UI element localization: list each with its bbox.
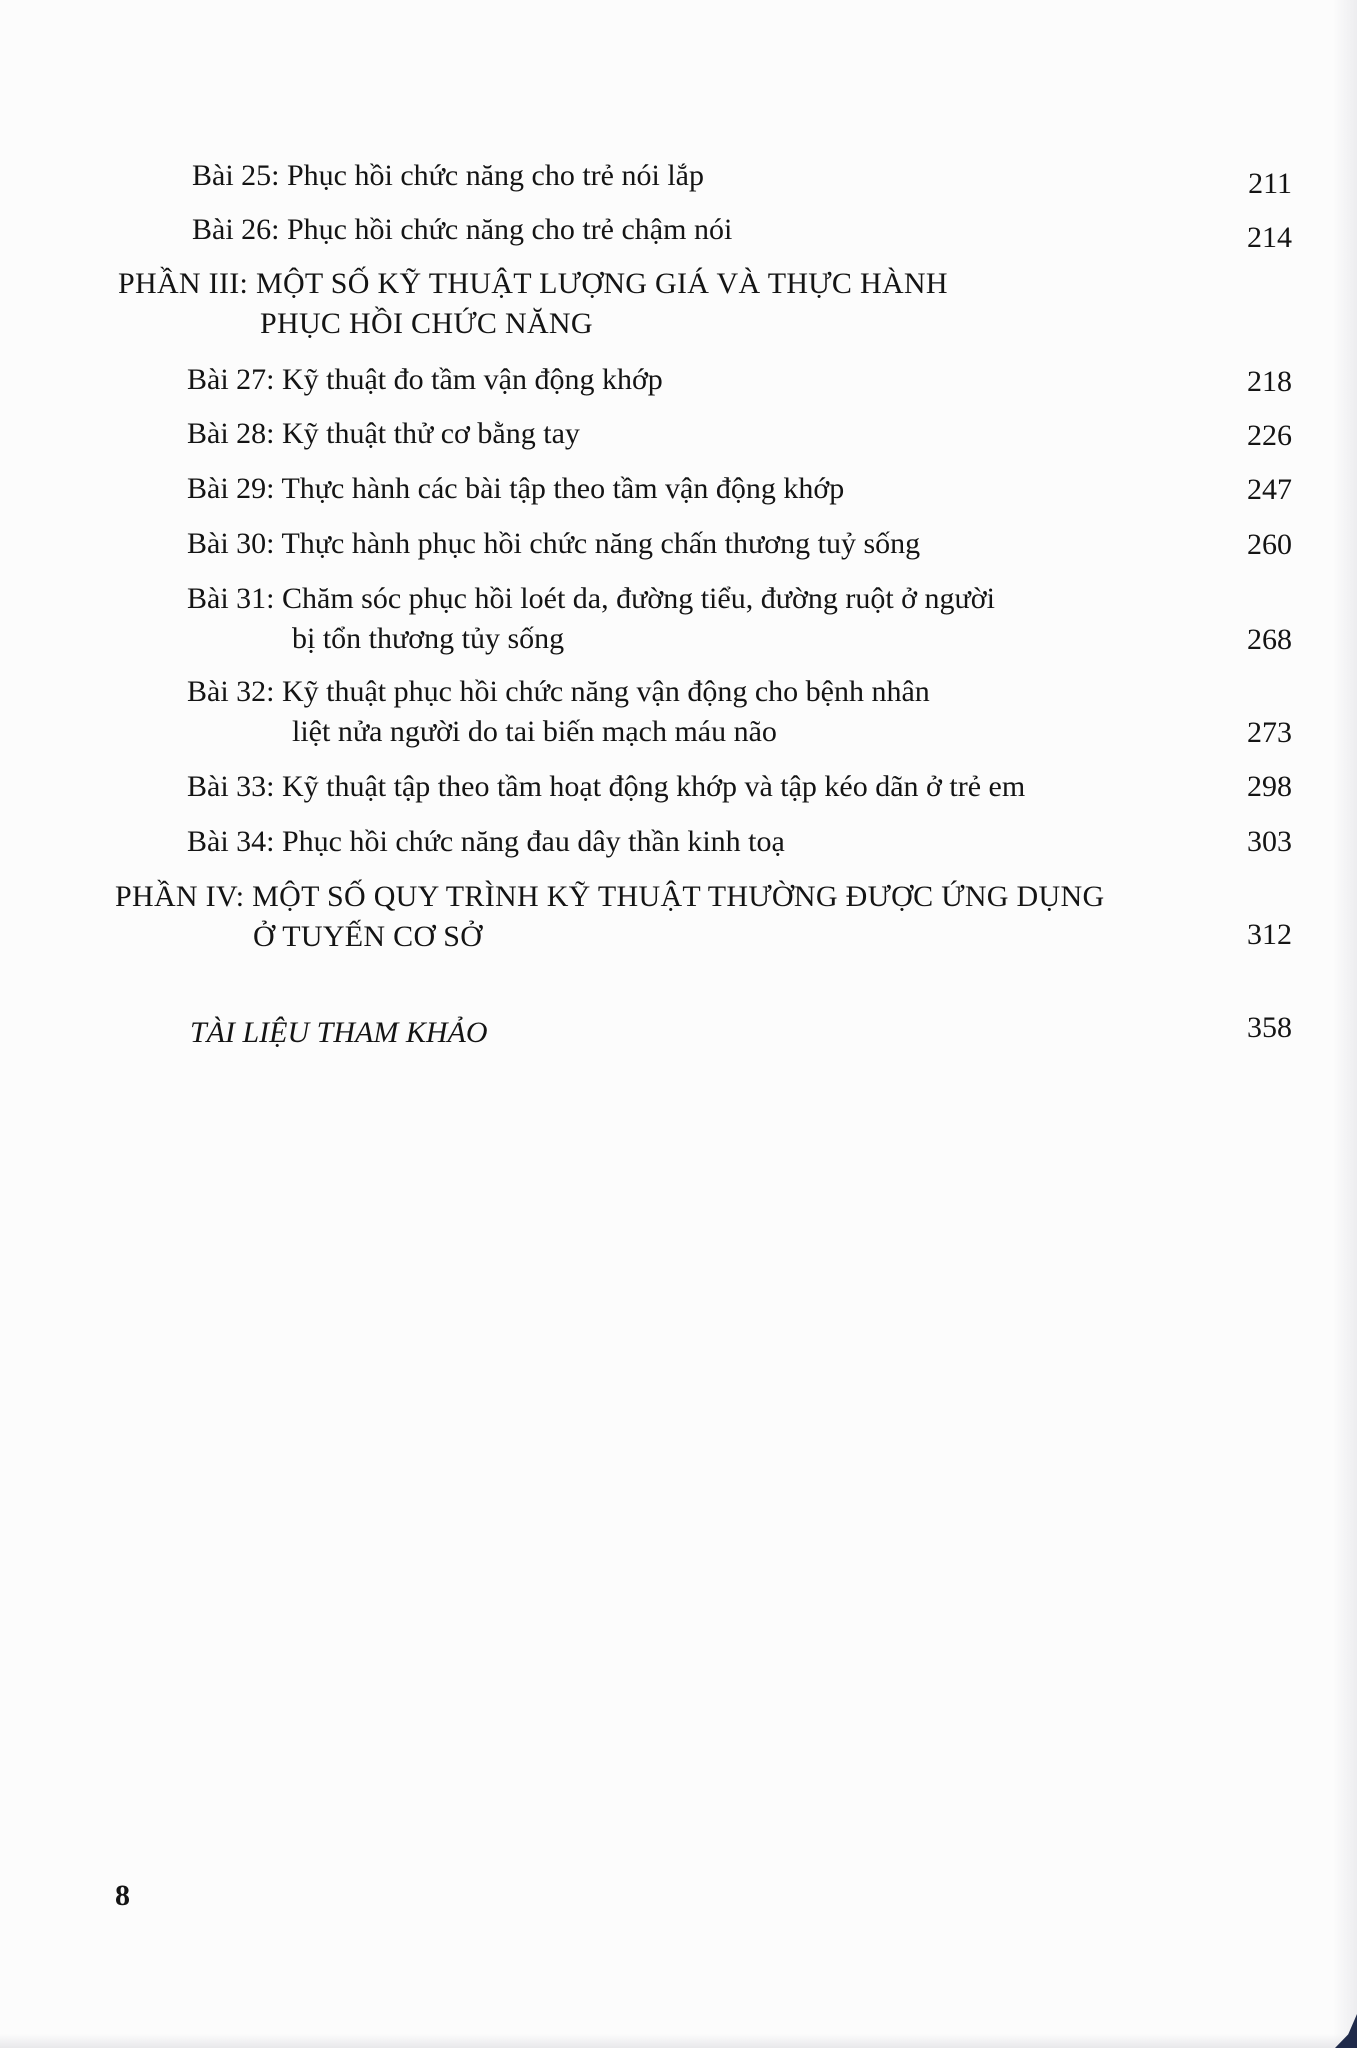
- toc-part-title-line2: Ở TUYẾN CƠ SỞ: [253, 920, 483, 953]
- toc-page-number: 218: [1247, 365, 1292, 398]
- toc-entry-title-line2: liệt nửa người do tai biến mạch máu não: [292, 715, 777, 748]
- toc-page-number: 247: [1247, 473, 1292, 506]
- toc-page-number: 303: [1247, 825, 1292, 858]
- toc-entry-title: Bài 25: Phục hồi chức năng cho trẻ nói lắp: [192, 159, 704, 192]
- toc-entry-title: Bài 29: Thực hành các bài tập theo tầm vận động khớp: [187, 472, 845, 505]
- toc-entry-title: Bài 27: Kỹ thuật đo tầm vận động khớp: [187, 363, 663, 396]
- toc-part-title-line1: PHẦN III: MỘT SỐ KỸ THUẬT LƯỢNG GIÁ VÀ THỰC HÀNH: [118, 267, 948, 300]
- toc-entry-title-line2: bị tổn thương tủy sống: [292, 622, 565, 655]
- toc-part-title-line1: PHẦN IV: MỘT SỐ QUY TRÌNH KỸ THUẬT THƯỜNG ĐƯỢC ỨNG DỤNG: [115, 880, 1105, 913]
- toc-page-number: 260: [1247, 528, 1292, 561]
- toc-entry-bai-29: [187, 469, 844, 509]
- toc-entry-title-line1: Bài 31: Chăm sóc phục hồi loét da, đường tiểu, đường ruột ở người: [187, 582, 995, 615]
- page-edge-shadow: [1333, 0, 1357, 2048]
- toc-entry-title: Bài 28: Kỹ thuật thử cơ bằng tay: [187, 417, 580, 450]
- toc-part-3-heading: [118, 264, 948, 344]
- toc-entry-bai-32: [187, 672, 930, 752]
- toc-entry-references: [190, 1013, 488, 1053]
- page-folio-number: 8: [115, 1879, 130, 1912]
- toc-entry-bai-25: [192, 156, 704, 196]
- toc-entry-title: Bài 34: Phục hồi chức năng đau dây thần kinh toạ: [187, 825, 785, 858]
- toc-page-number: 226: [1247, 419, 1292, 452]
- toc-page-number: 273: [1247, 716, 1292, 749]
- page-bottom-shadow: [0, 2034, 1357, 2048]
- toc-entry-bai-34: [187, 822, 785, 862]
- toc-entry-bai-31: [187, 579, 995, 659]
- toc-page-number: 298: [1247, 770, 1292, 803]
- toc-entry-title: TÀI LIỆU THAM KHẢO: [190, 1016, 488, 1049]
- toc-entry-title: Bài 33: Kỹ thuật tập theo tầm hoạt động khớp và tập kéo dãn ở trẻ em: [187, 770, 1026, 803]
- toc-entry-bai-30: [187, 524, 920, 564]
- toc-page-number: 358: [1247, 1011, 1292, 1044]
- toc-entry-title: Bài 30: Thực hành phục hồi chức năng chấn thương tuỷ sống: [187, 527, 921, 560]
- toc-entry-title-line1: Bài 32: Kỹ thuật phục hồi chức năng vận động cho bệnh nhân: [187, 675, 930, 708]
- toc-page-number: 211: [1248, 167, 1292, 200]
- toc-page-number: 268: [1247, 623, 1292, 656]
- toc-page-number: 312: [1247, 918, 1292, 951]
- toc-entry-title: Bài 26: Phục hồi chức năng cho trẻ chậm nói: [192, 213, 733, 246]
- toc-part-title-line2: PHỤC HỒI CHỨC NĂNG: [260, 307, 593, 340]
- toc-page-number: 214: [1247, 221, 1292, 254]
- toc-entry-bai-28: [187, 414, 580, 454]
- toc-entry-bai-27: [187, 360, 663, 400]
- toc-part-4-heading: [115, 877, 1104, 957]
- toc-entry-bai-33: [187, 767, 1025, 807]
- toc-entry-bai-26: [192, 210, 732, 250]
